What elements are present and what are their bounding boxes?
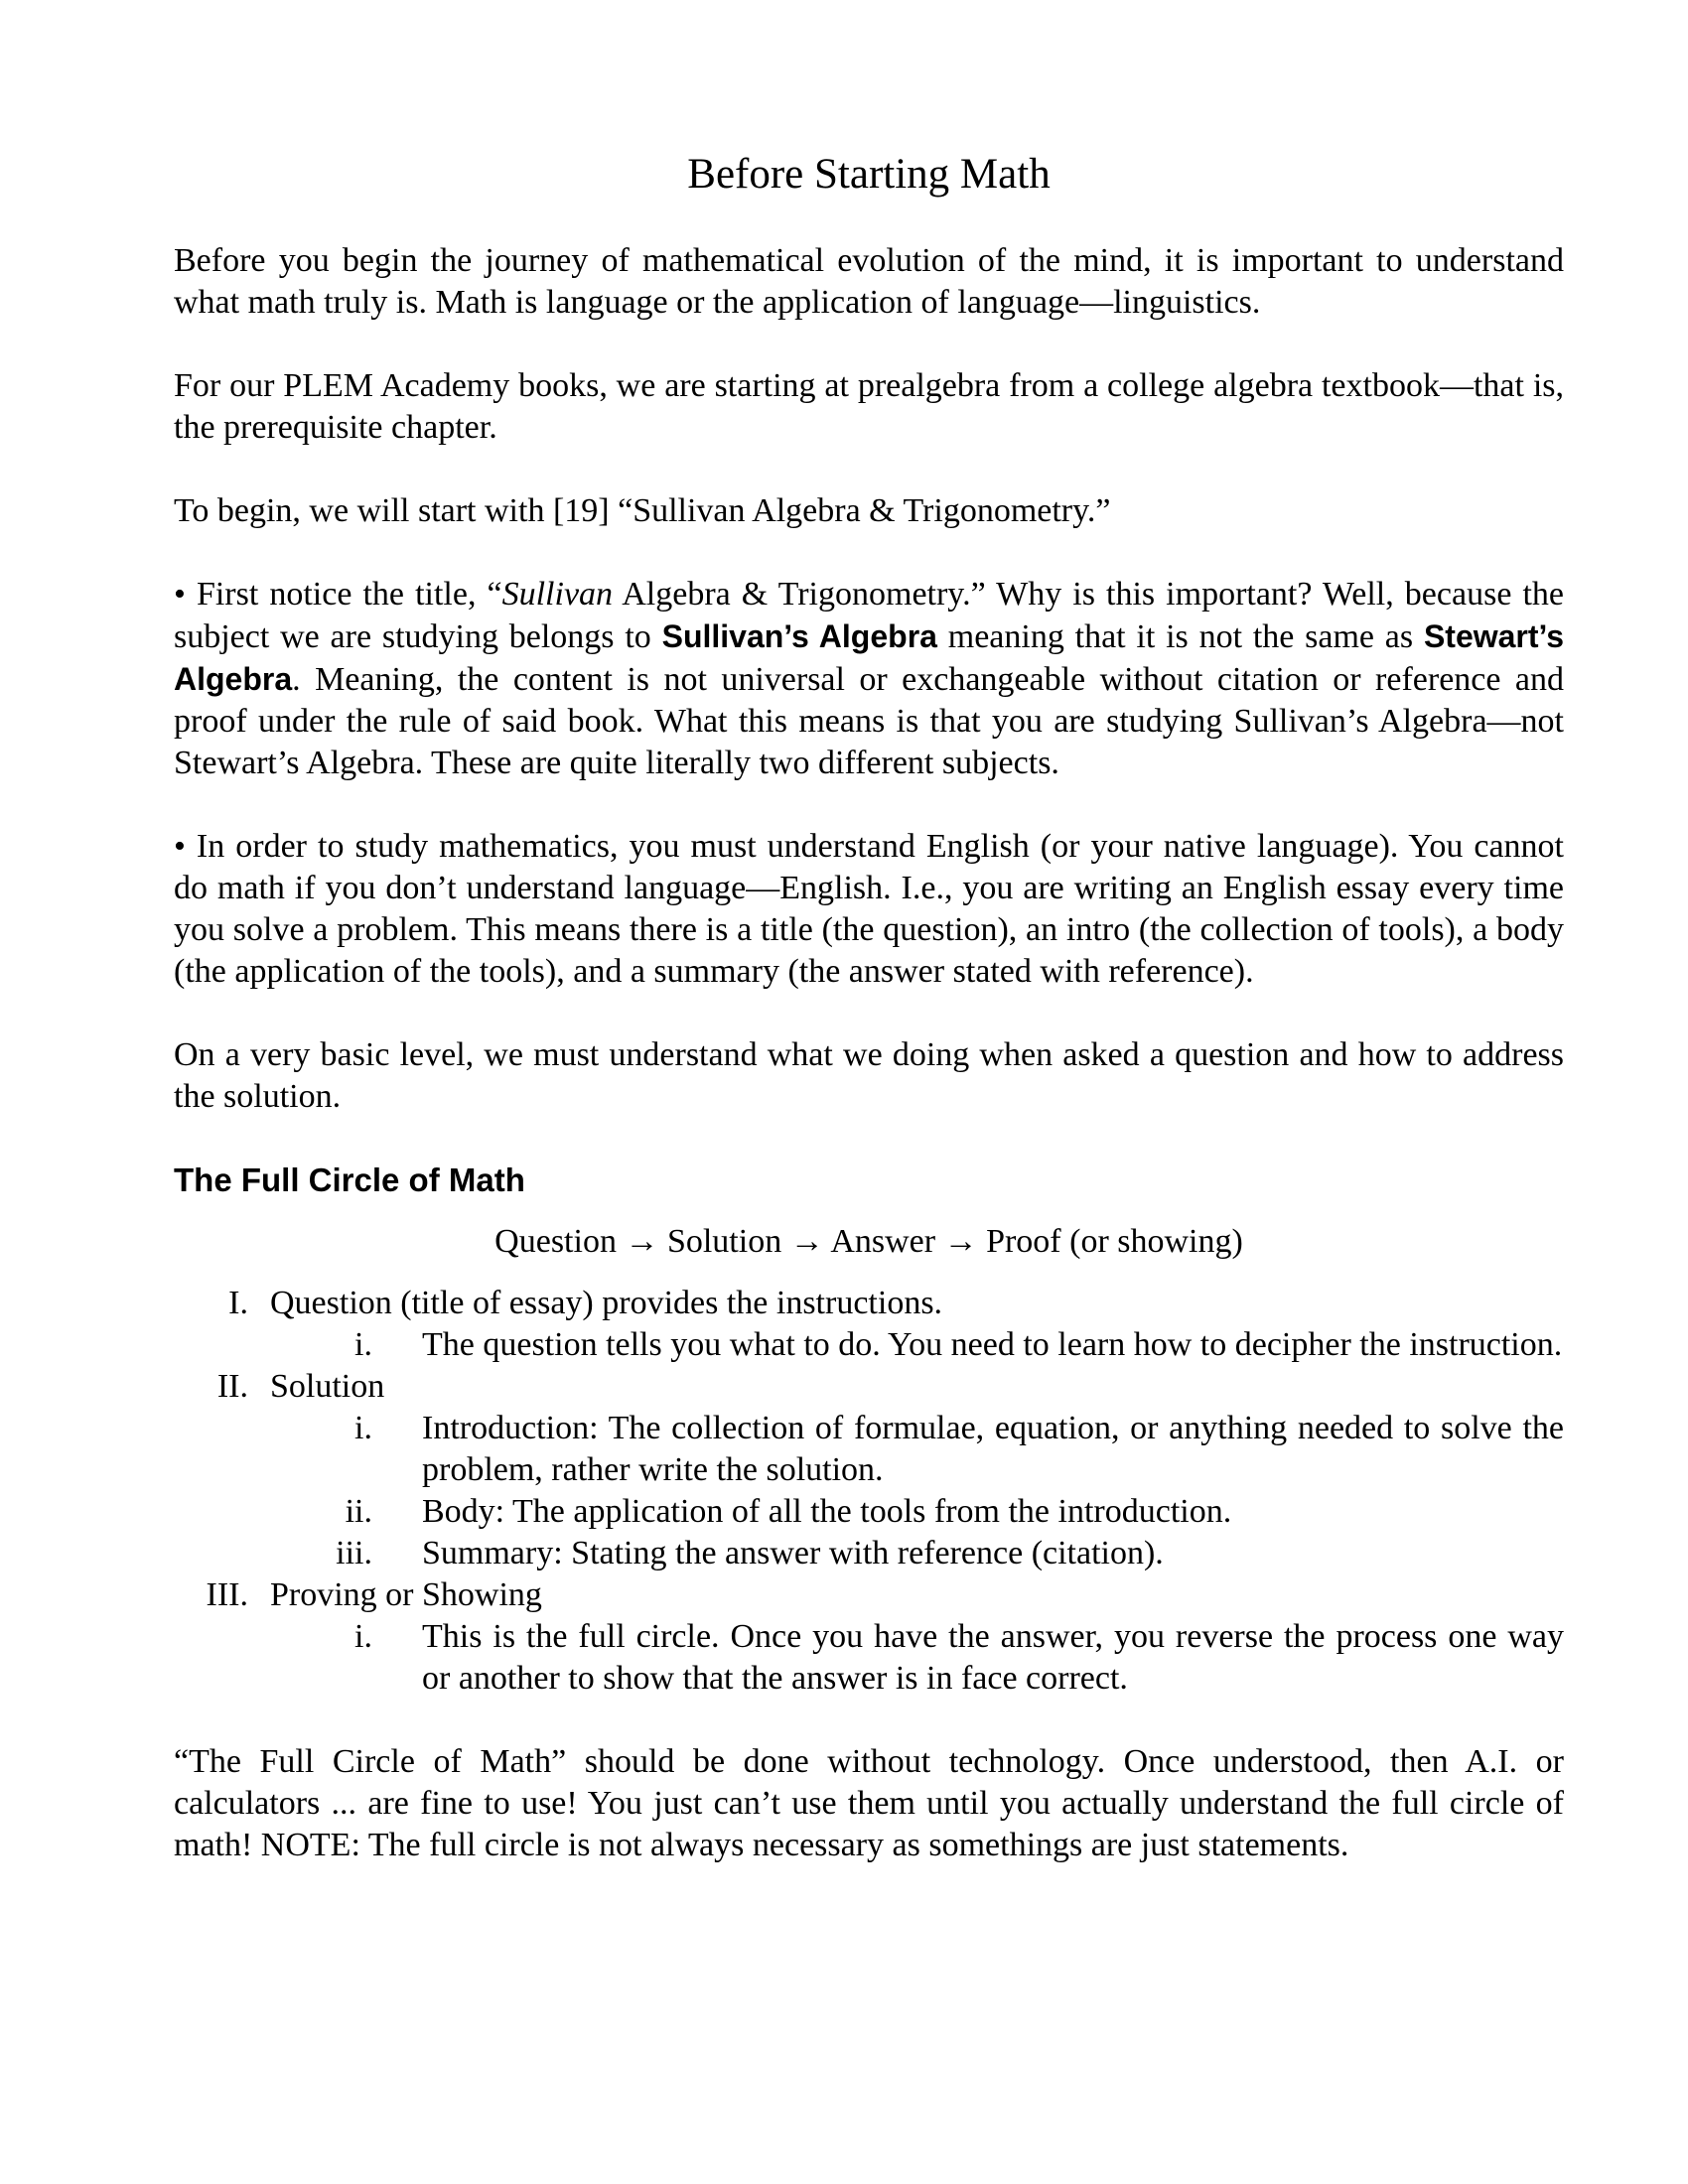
sub-number: i. [354,1617,372,1655]
sub-item [174,1324,1564,1366]
page-title: Before Starting Math [687,151,1051,198]
outline-list [174,1283,1564,1700]
section-heading: The Full Circle of Math [174,1160,525,1198]
sub-text: The question tells you what to do. You need to learn how to decipher the instruction. [422,1325,1563,1363]
plem-paragraph: For our PLEM Academy books, we are starting at prealgebra from a college algebra textbook—that is, the prerequisite chapter. [174,366,1564,446]
bullet-sullivan-lead: • First notice the title, “ [174,575,502,613]
list-number: II. [216,1367,248,1405]
list-item-solution [174,1366,1564,1574]
bullet-sullivan-mid2: meaning that it is not the same as [936,617,1424,655]
list-item-proving [174,1574,1564,1700]
sub-item [174,1491,1564,1533]
list-item-question [174,1283,1564,1366]
list-number: III. [206,1575,248,1613]
flow-line: Question → Solution → Answer → Proof (or showing) [494,1222,1243,1260]
sub-text: This is the full circle. Once you have the answer, you reverse the process one way or another to show that the answer is in face correct. [422,1617,1564,1697]
list-item-text: Solution [270,1367,385,1405]
list-item-text: Question (title of essay) provides the instructions. [270,1284,943,1321]
sub-number: i. [354,1325,372,1363]
sullivan-italic: Sullivan [501,575,614,613]
closing-paragraph: “The Full Circle of Math” should be done without technology. Once understood, then A.I. or calculators ... are fine to use! You just can’t use them until you actually understand the full circle of math! NOTE: The full circle is not always necessary as somethings are just statements. [174,1742,1564,1863]
bullet-sullivan-tail: . Meaning, the content is not universal or exchangeable without citation or reference and proof under the rule of said book. What this means is that you are studying Sullivan’s Algebra—not Stewart’s Algebra. These are quite literally two different subjects. [174,660,1564,781]
basic-level-paragraph: On a very basic level, we must understand what we doing when asked a question and how to address the solution. [174,1035,1564,1115]
sub-text: Body: The application of all the tools from the introduction. [422,1492,1232,1530]
bullet-sullivan-mid1: Algebra & Trigonometry.” Why is this important? Well, because the subject we are studying belongs to [174,575,1564,655]
sullivans-algebra-bold: Sullivan’s Algebra [661,617,937,654]
sub-number: i. [354,1409,372,1446]
begin-paragraph: To begin, we will start with [19] “Sullivan Algebra & Trigonometry.” [174,491,1111,529]
sub-text: Summary: Stating the answer with reference (citation). [422,1534,1164,1571]
bullet-english: • In order to study mathematics, you must understand English (or your native language). You cannot do math if you don’t understand language—English. I.e., you are writing an English essay every time you solve a problem. This means there is a title (the question), an intro (the collection of tools), a body (the application of the tools), and a summary (the answer stated with reference). [174,827,1564,990]
sub-number: iii. [336,1534,372,1571]
sub-item [174,1533,1564,1574]
list-item-text: Proving or Showing [270,1575,542,1613]
document-content [174,149,1564,1866]
sub-number: ii. [345,1492,372,1530]
bullet-sullivan [174,574,1564,784]
sub-item [174,1408,1564,1491]
stewarts-algebra-bold: Stewart’s Algebra [174,617,1565,697]
list-number: I. [228,1284,248,1321]
sub-text: Introduction: The collection of formulae, equation, or anything needed to solve the problem, rather write the solution. [422,1409,1564,1488]
sub-item [174,1616,1564,1700]
intro-paragraph: Before you begin the journey of mathematical evolution of the mind, it is important to understand what math truly is. Math is language or the application of language—linguistics. [174,241,1564,321]
